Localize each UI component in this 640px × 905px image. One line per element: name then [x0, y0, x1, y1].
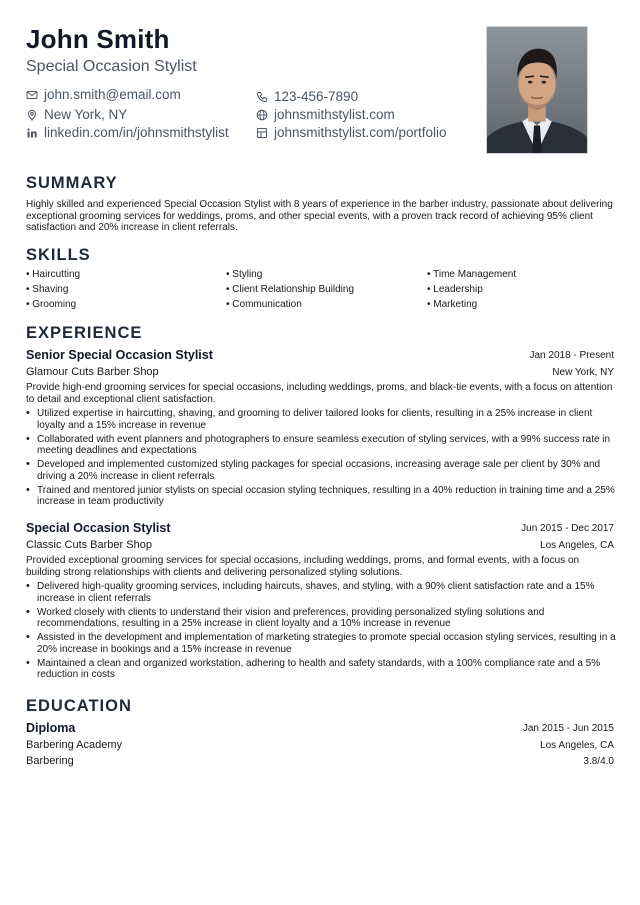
- skill-item: • Marketing: [427, 299, 477, 310]
- skills-heading: SKILLS: [26, 246, 91, 264]
- profile-photo: [486, 26, 588, 154]
- achievement-item: • Assisted in the development and implementation of marketing strategies to promote special occasion styling services, resulting in a 20% increase in bookings and a 15% increase in revenue: [26, 632, 616, 655]
- job-description: Provided exceptional grooming services for special occasions, including weddings, proms, and formal events, with a focus on building strong relationships with clients and delivering personalized styling solutions.: [26, 555, 580, 578]
- achievement-item: • Trained and mentored junior stylists on special occasion styling techniques, resulting in a 40% reduction in training time and a 25% increase in team productivity: [26, 485, 616, 508]
- achievement-item: • Utilized expertise in haircutting, shaving, and grooming to deliver tailored looks for clients, resulting in a 25% increase in client loyalty and a 15% increase in revenue: [26, 408, 616, 431]
- experience-heading: EXPERIENCE: [26, 324, 143, 342]
- achievement-item: • Worked closely with clients to understand their vision and preferences, providing personalized styling solutions and recommendations, resulting in a 25% increase in client loyalty and a 10% increase in revenue: [26, 607, 616, 630]
- job-company: Glamour Cuts Barber Shop: [26, 366, 159, 378]
- contact-phone[interactable]: [256, 89, 358, 104]
- skill-item: • Leadership: [427, 284, 483, 295]
- skill-item: • Grooming: [26, 299, 76, 310]
- candidate-name: John Smith: [26, 24, 170, 54]
- job-title: Senior Special Occasion Stylist: [26, 348, 213, 362]
- job-dates: Jan 2018 - Present: [529, 350, 614, 361]
- contact-email[interactable]: [26, 87, 181, 102]
- contact-portfolio[interactable]: [256, 125, 447, 140]
- job-location: New York, NY: [552, 367, 614, 378]
- candidate-title: Special Occasion Stylist: [26, 58, 197, 75]
- job-location: Los Angeles, CA: [540, 540, 614, 551]
- contact-website[interactable]: [256, 107, 395, 122]
- website-text: johnsmithstylist.com: [274, 107, 395, 122]
- degree: Diploma: [26, 721, 76, 735]
- job-achievements: [26, 581, 616, 683]
- field-of-study: Barbering: [26, 755, 74, 767]
- email-text: john.smith@email.com: [44, 87, 181, 102]
- school-name: Barbering Academy: [26, 739, 122, 751]
- contact-linkedin[interactable]: [26, 125, 229, 140]
- skill-item: • Time Management: [427, 269, 516, 280]
- portfolio-text: johnsmithstylist.com/portfolio: [274, 125, 447, 140]
- linkedin-icon: [26, 127, 38, 139]
- globe-icon: [256, 109, 268, 121]
- job-dates: Jun 2015 - Dec 2017: [521, 523, 614, 534]
- job-title: Special Occasion Stylist: [26, 521, 171, 535]
- job-achievements: [26, 408, 616, 510]
- linkedin-text: linkedin.com/in/johnsmithstylist: [44, 125, 229, 140]
- summary-text: Highly skilled and experienced Special Occasion Stylist with 8 years of experience in the barber industry, passionate about delivering exceptional grooming services for weddings, proms, and other special events, with a proven track record of achieving 95% client satisfaction and 20% increase in client referrals.: [26, 199, 613, 234]
- email-icon: [26, 89, 38, 101]
- contact-location: [26, 107, 127, 122]
- job-company: Classic Cuts Barber Shop: [26, 539, 152, 551]
- school-location: Los Angeles, CA: [540, 740, 614, 751]
- education-dates: Jan 2015 - Jun 2015: [522, 723, 614, 734]
- summary-heading: SUMMARY: [26, 174, 118, 192]
- phone-text: 123-456-7890: [274, 89, 359, 104]
- achievement-item: • Developed and implemented customized styling packages for special occasions, increasing average sale per client by 30% and driving a 20% increase in client referrals: [26, 459, 616, 482]
- gpa: 3.8/4.0: [583, 756, 614, 767]
- skill-item: • Haircutting: [26, 269, 80, 280]
- location-text: New York, NY: [44, 107, 128, 122]
- phone-icon: [256, 91, 268, 103]
- portfolio-icon: [256, 127, 268, 139]
- skill-item: • Shaving: [26, 284, 68, 295]
- achievement-item: • Delivered high-quality grooming services, including haircuts, shaves, and styling, with a 90% client satisfaction rate and a 15% increase in client referrals: [26, 581, 616, 604]
- achievement-item: • Collaborated with event planners and photographers to ensure seamless execution of styling services, with a 99% success rate in meeting deadlines and expectations: [26, 434, 616, 457]
- skill-item: • Communication: [226, 299, 302, 310]
- location-pin-icon: [26, 109, 38, 121]
- job-description: Provide high-end grooming services for special occasions, including weddings, proms, and black-tie events, with a focus on attention to detail and exceptional client satisfaction.: [26, 382, 613, 405]
- skill-item: • Styling: [226, 269, 262, 280]
- skill-item: • Client Relationship Building: [226, 284, 354, 295]
- achievement-item: • Maintained a clean and organized workstation, adhering to health and safety standards, with a 100% compliance rate and a 5% reduction in costs: [26, 658, 616, 681]
- education-heading: EDUCATION: [26, 697, 132, 715]
